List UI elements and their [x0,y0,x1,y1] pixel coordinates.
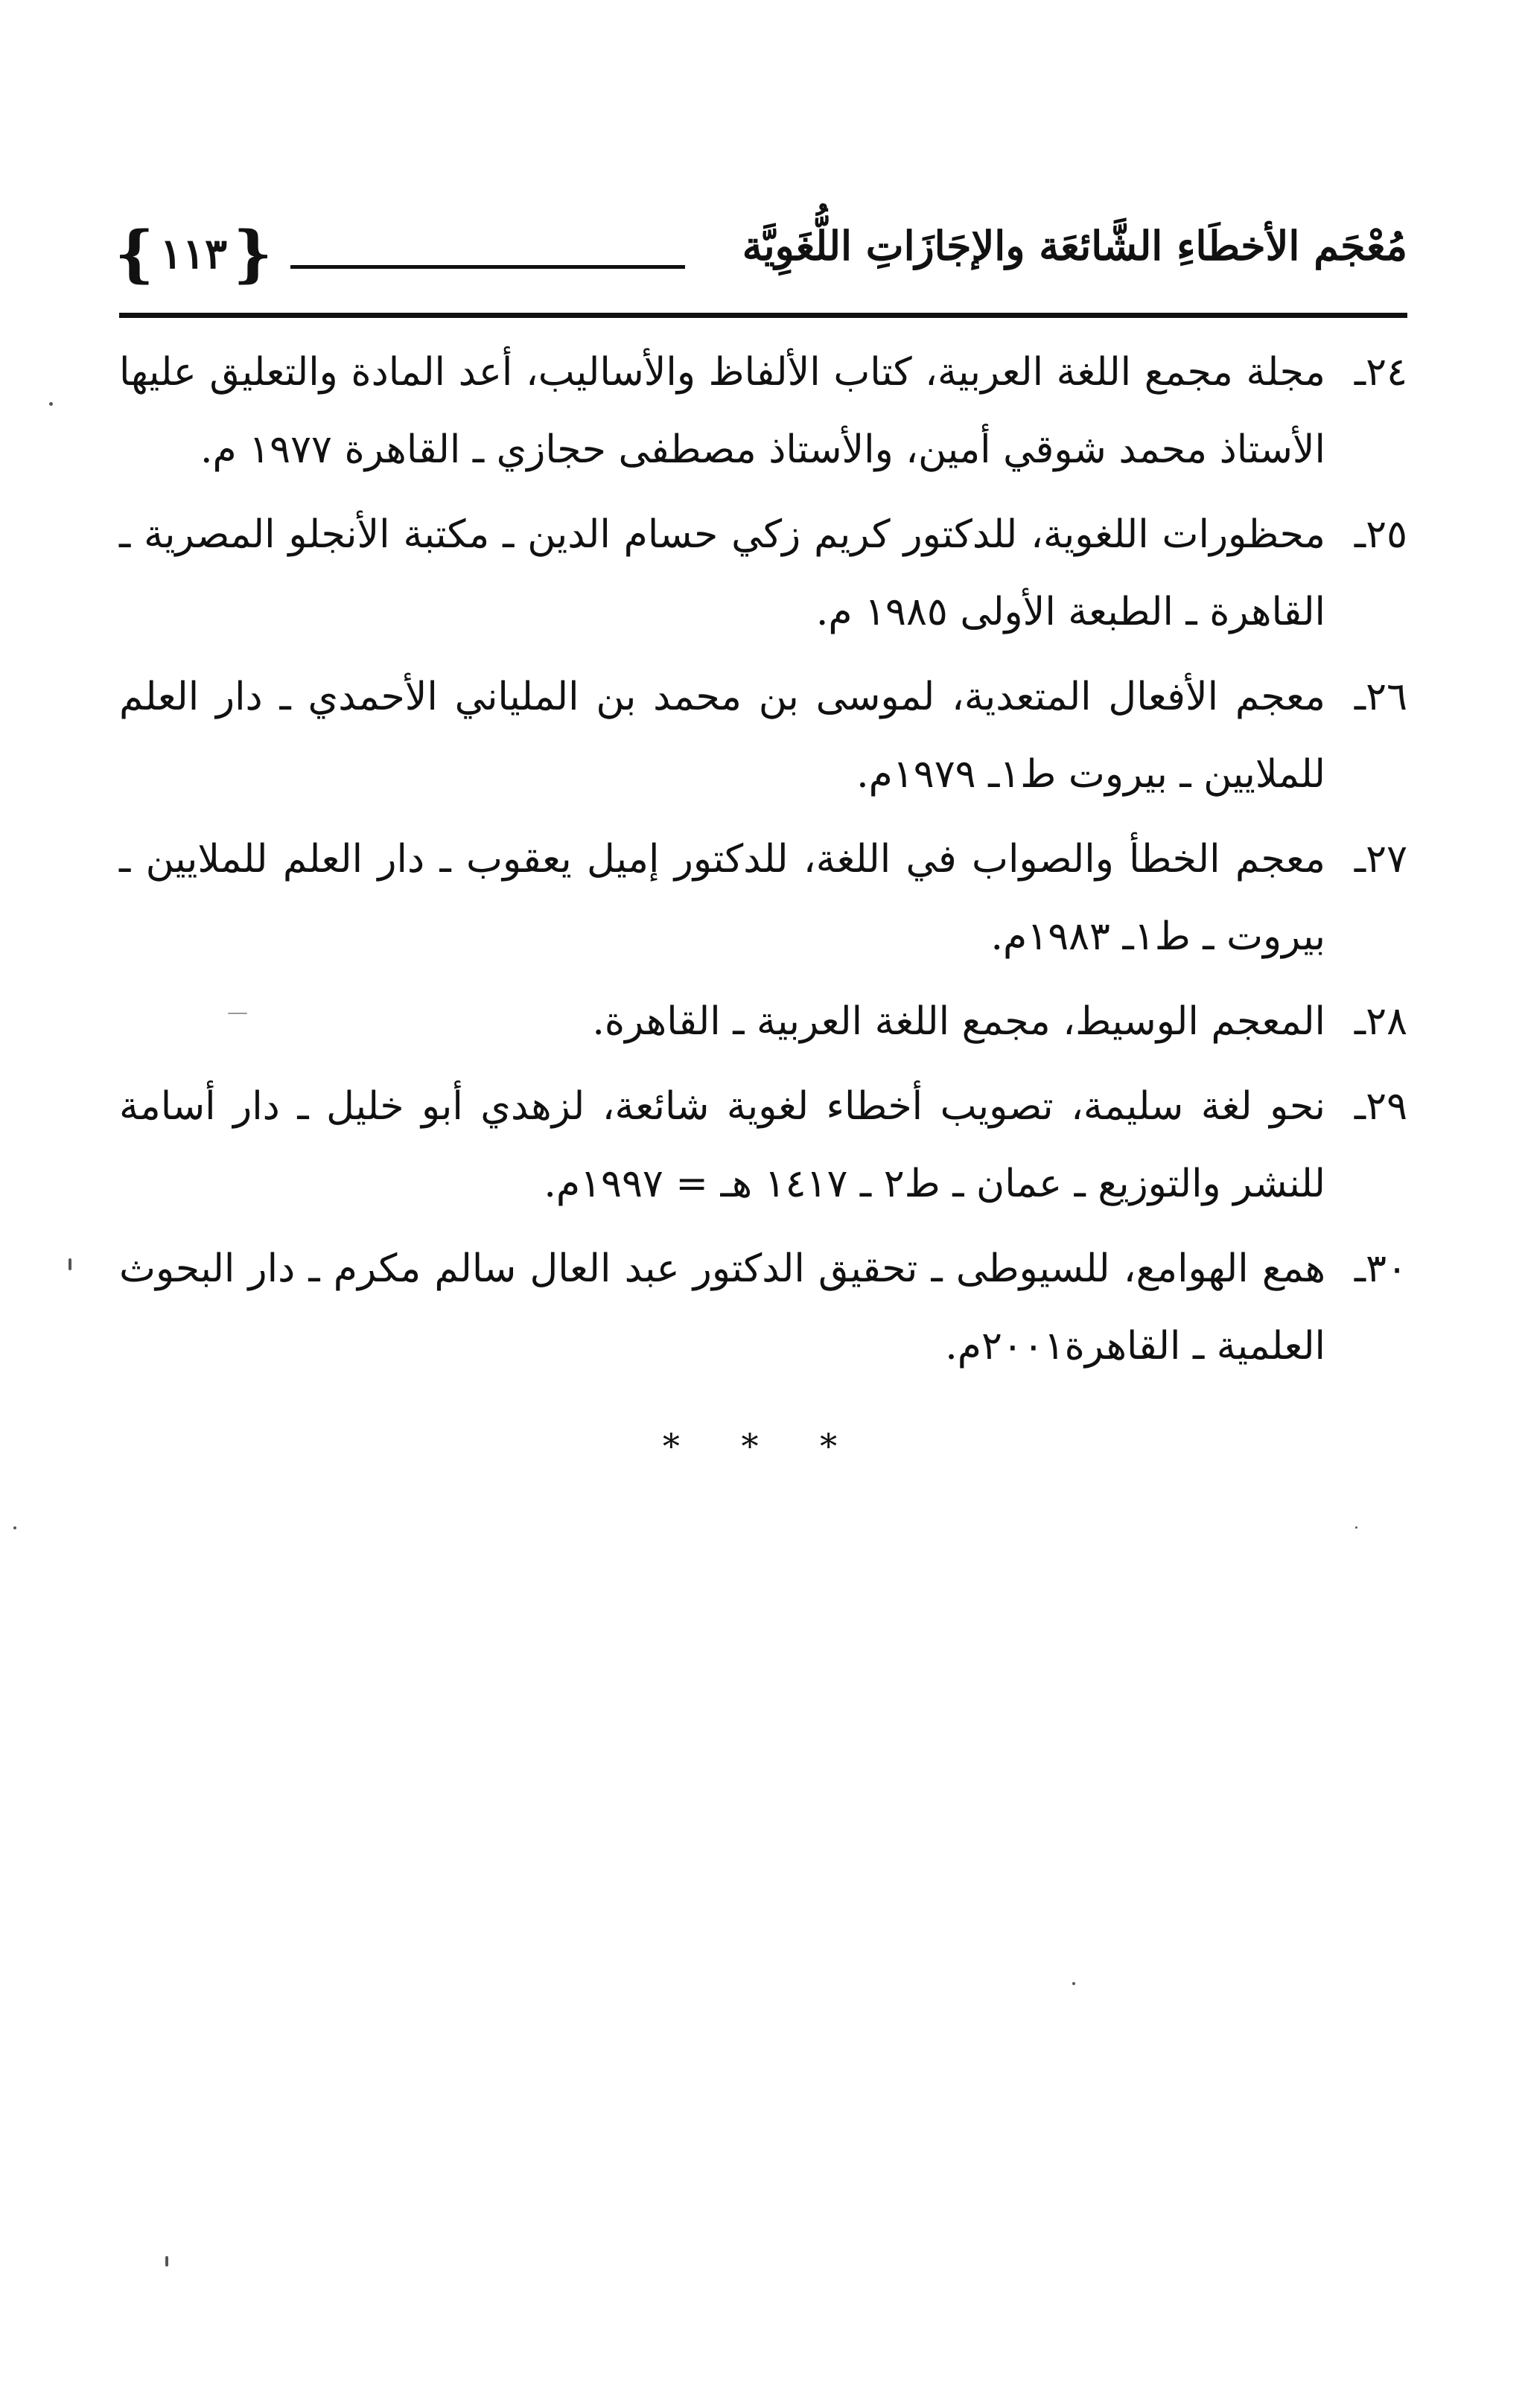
reference-number: ٢٧ـ [1354,837,1407,882]
reference-text: معجم الأفعال المتعدية، لموسى بن محمد بن الملياني الأحمدي ـ دار العلم للملايين ـ بيروت ط١ـ ١٩٧٩م. [119,675,1325,797]
left-brace: { [233,218,273,290]
reference-number: ٢٤ـ [1354,350,1407,395]
reference-item [119,1230,1407,1385]
book-title: مُعْجَم الأخطَاءِ الشَّائعَة والإجَازَاتِ اللُّغَوِيَّة [742,222,1407,270]
reference-text: معجم الخطأ والصواب في اللغة، للدكتور إميل يعقوب ـ دار العلم للملايين ـ بيروت ـ ط١ـ ١٩٨٣م. [119,837,1325,959]
reference-item [119,983,1407,1060]
scan-speck [165,2256,168,2267]
scan-speck [1355,1526,1357,1529]
reference-text: محظورات اللغوية، للدكتور كريم زكي حسام الدين ـ مكتبة الأنجلو المصرية ـ القاهرة ـ الطبعة الأولى ١٩٨٥ م. [119,512,1325,634]
scan-speck [1072,1982,1075,1985]
scan-speck [69,1258,71,1270]
reference-item [119,821,1407,975]
reference-text: المعجم الوسيط، مجمع اللغة العربية ـ القاهرة. [592,999,1325,1044]
reference-item [119,496,1407,651]
reference-item [119,1068,1407,1223]
reference-number: ٢٨ـ [1354,999,1407,1044]
page-number: ١١٣ [159,229,228,278]
reference-number: ٢٦ـ [1354,675,1407,719]
page-number-frame [115,218,273,290]
header-dash-line [290,265,685,269]
reference-number: ٢٩ـ [1354,1084,1407,1129]
reference-text: مجلة مجمع اللغة العربية، كتاب الألفاظ والأساليب، أعد المادة والتعليق عليها الأستاذ محمد شوقي أمين، والأستاذ مصطفى حجازي ـ القاهرة ١٩٧٧ م. [119,350,1325,472]
scan-speck [13,1526,16,1529]
end-asterisks: * * * [662,1426,863,1466]
reference-number: ٢٥ـ [1354,512,1407,557]
header-rule [119,313,1407,318]
reference-text: نحو لغة سليمة، تصويب أخطاء لغوية شائعة، لزهدي أبو خليل ـ دار أسامة للنشر والتوزيع ـ عمان ـ ط٢ ـ ١٤١٧ هـ = ١٩٩٧م. [119,1084,1325,1206]
reference-list [119,334,1407,1385]
right-brace: } [115,218,154,290]
reference-number: ٣٠ـ [1354,1246,1407,1291]
reference-item [119,334,1407,488]
reference-item [119,658,1407,813]
reference-text: همع الهوامع، للسيوطى ـ تحقيق الدكتور عبد العال سالم مكرم ـ دار البحوث العلمية ـ القاهرة٢٠٠١م. [119,1246,1325,1369]
scan-speck [228,1013,247,1014]
scan-speck [49,402,53,406]
page-header [115,208,1407,313]
